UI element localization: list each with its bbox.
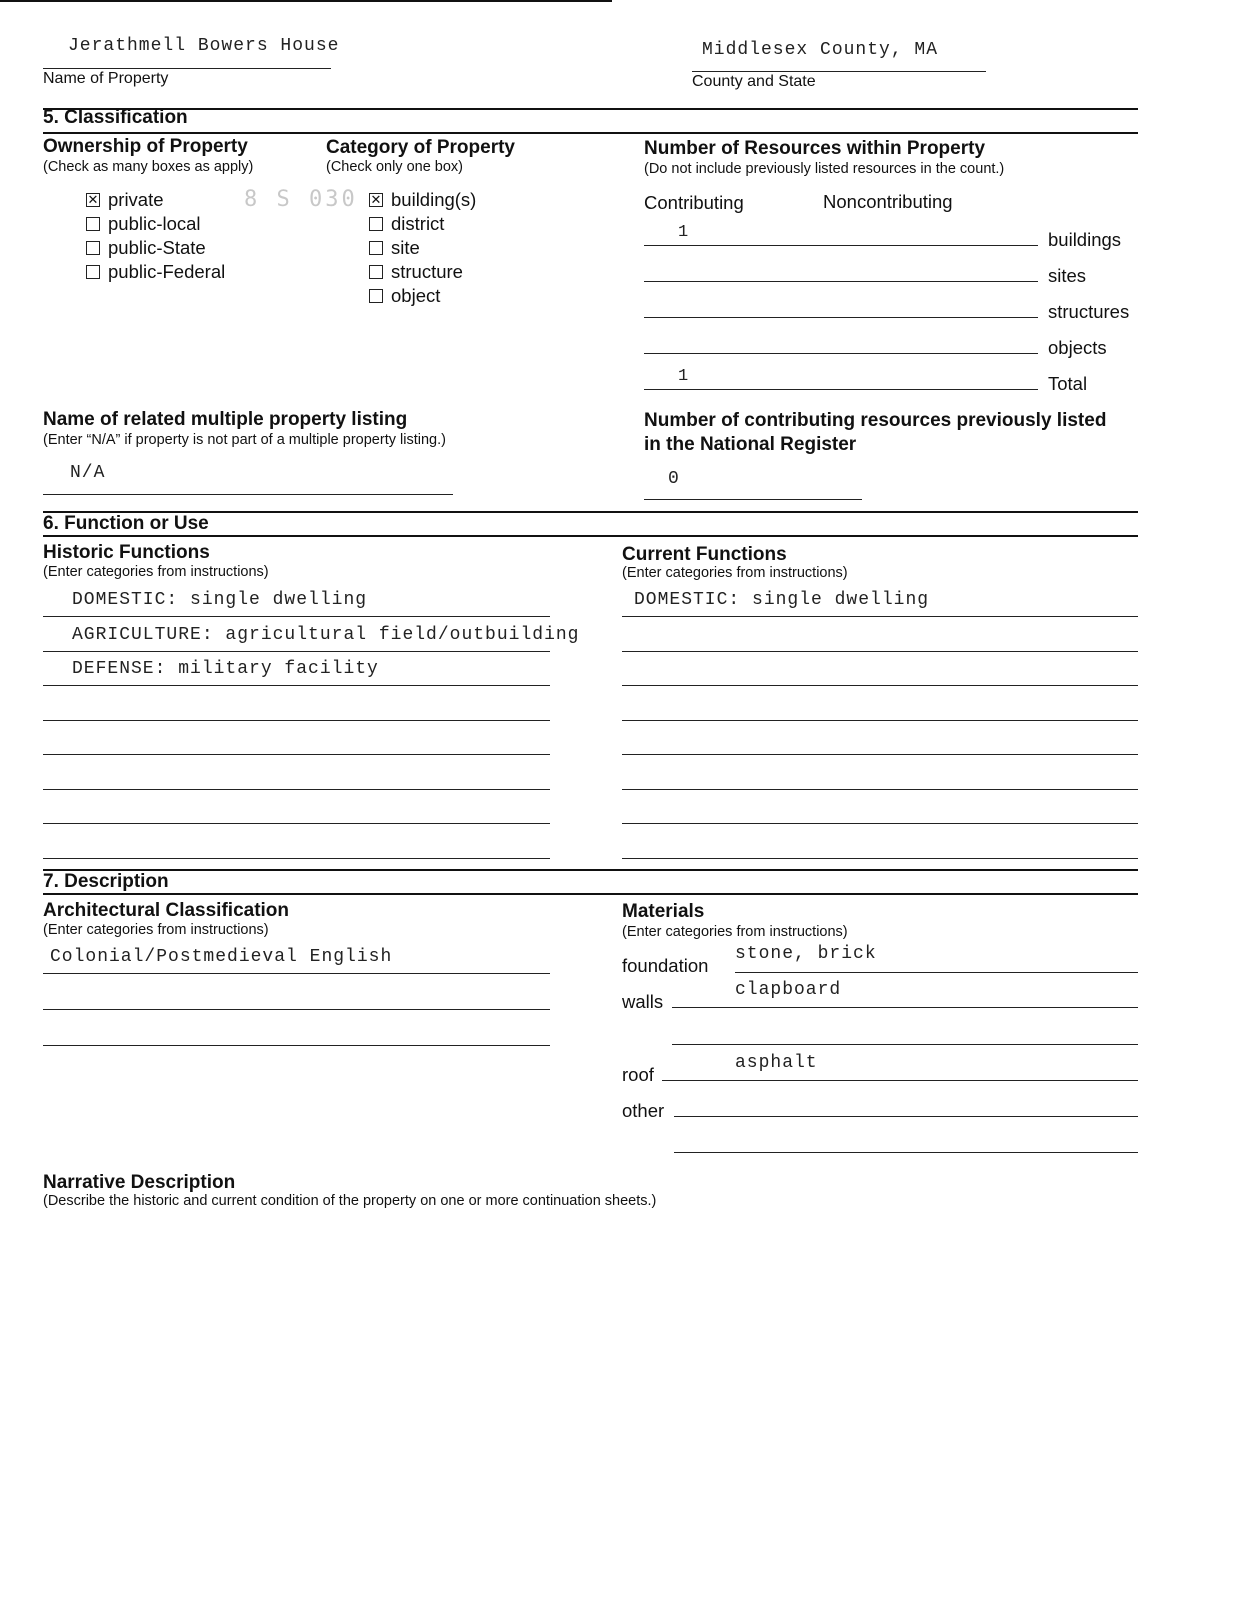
checkbox-icon[interactable] bbox=[369, 217, 383, 231]
current-function-line bbox=[622, 858, 1138, 859]
section5-top-rule bbox=[43, 108, 1138, 110]
narrative-heading: Narrative Description bbox=[43, 1172, 236, 1193]
category-note: (Check only one box) bbox=[326, 159, 464, 175]
historic-function-line bbox=[43, 754, 550, 755]
multiple-listing-line bbox=[43, 494, 453, 495]
resource-line bbox=[644, 281, 1038, 282]
section7-bottom-rule bbox=[43, 893, 1138, 895]
architectural-classification-note: (Enter categories from instructions) bbox=[43, 922, 269, 938]
checkbox-icon[interactable] bbox=[369, 289, 383, 303]
previously-listed-heading-1: Number of contributing resources previously listed bbox=[644, 410, 1107, 431]
historic-function-line bbox=[43, 823, 550, 824]
foundation-label: foundation bbox=[622, 955, 709, 976]
property-name-label: Name of Property bbox=[43, 70, 169, 87]
top-border bbox=[0, 0, 612, 2]
county-state-label: County and State bbox=[692, 73, 816, 90]
resource-label: Total bbox=[1048, 373, 1088, 394]
category-option-label: object bbox=[391, 285, 441, 306]
category-option[interactable] bbox=[369, 189, 476, 211]
category-option-label: structure bbox=[391, 261, 463, 282]
historic-function-entry: DEFENSE: military facility bbox=[72, 659, 379, 679]
section6-title: 6. Function or Use bbox=[43, 513, 209, 534]
materials-note: (Enter categories from instructions) bbox=[622, 924, 848, 940]
resources-heading: Number of Resources within Property bbox=[644, 138, 986, 159]
current-function-line bbox=[622, 754, 1138, 755]
noncontributing-column-header: Noncontributing bbox=[823, 191, 953, 212]
property-name-value: Jerathmell Bowers House bbox=[68, 36, 340, 56]
narrative-note: (Describe the historic and current condition of the property on one or more continuation sheets.) bbox=[43, 1193, 657, 1209]
current-function-line bbox=[622, 789, 1138, 790]
checkbox-icon[interactable] bbox=[86, 217, 100, 231]
ownership-option-label: public-local bbox=[108, 213, 201, 234]
other-line-2 bbox=[674, 1152, 1138, 1153]
section7-title: 7. Description bbox=[43, 871, 169, 892]
historic-function-line bbox=[43, 720, 550, 721]
checkbox-icon[interactable]: ✕ bbox=[370, 192, 382, 208]
historic-functions-note: (Enter categories from instructions) bbox=[43, 564, 269, 580]
architectural-classification-line bbox=[43, 1009, 550, 1010]
current-function-line bbox=[622, 823, 1138, 824]
checkbox-icon[interactable] bbox=[369, 265, 383, 279]
contributing-column-header: Contributing bbox=[644, 192, 744, 213]
walls-line bbox=[672, 1007, 1138, 1008]
foundation-value: stone, brick bbox=[735, 944, 877, 964]
historic-function-line bbox=[43, 616, 550, 617]
property-name-line bbox=[43, 68, 331, 69]
resource-line bbox=[644, 353, 1038, 354]
category-option[interactable] bbox=[369, 285, 440, 307]
resource-contributing-count: 1 bbox=[678, 223, 690, 242]
architectural-classification-line bbox=[43, 973, 550, 974]
ownership-note: (Check as many boxes as apply) bbox=[43, 159, 254, 175]
category-option[interactable] bbox=[369, 237, 420, 259]
resource-line bbox=[644, 317, 1038, 318]
resource-label: sites bbox=[1048, 265, 1087, 286]
previously-listed-line bbox=[644, 499, 862, 500]
resource-contributing-count: 1 bbox=[678, 367, 690, 386]
resource-label: structures bbox=[1048, 301, 1130, 322]
historic-function-line bbox=[43, 789, 550, 790]
current-function-line bbox=[622, 651, 1138, 652]
historic-function-line bbox=[43, 651, 550, 652]
materials-heading: Materials bbox=[622, 901, 705, 922]
ownership-option[interactable] bbox=[86, 237, 206, 259]
architectural-classification-heading: Architectural Classification bbox=[43, 900, 290, 921]
checkbox-icon[interactable] bbox=[86, 265, 100, 279]
ownership-option-label: public-State bbox=[108, 237, 206, 258]
section7-top-rule bbox=[43, 869, 1138, 871]
section5-title: 5. Classification bbox=[43, 107, 188, 128]
section5-bottom-rule bbox=[43, 132, 1138, 134]
current-function-entry: DOMESTIC: single dwelling bbox=[634, 590, 930, 610]
historic-function-line bbox=[43, 685, 550, 686]
resource-line bbox=[644, 389, 1038, 390]
roof-label: roof bbox=[622, 1064, 654, 1085]
checkbox-icon[interactable] bbox=[369, 241, 383, 255]
checkbox-icon[interactable]: ✕ bbox=[87, 192, 99, 208]
received-stamp: 8 S 030 bbox=[244, 187, 358, 212]
current-functions-note: (Enter categories from instructions) bbox=[622, 565, 848, 581]
historic-function-entry: DOMESTIC: single dwelling bbox=[72, 590, 368, 610]
resource-label: objects bbox=[1048, 337, 1107, 358]
historic-function-line bbox=[43, 858, 550, 859]
current-function-line bbox=[622, 685, 1138, 686]
ownership-option-label: private bbox=[108, 189, 164, 210]
previously-listed-heading-2: in the National Register bbox=[644, 434, 857, 455]
previously-listed-value: 0 bbox=[668, 469, 680, 489]
foundation-line bbox=[735, 972, 1138, 973]
ownership-option[interactable] bbox=[86, 213, 201, 235]
roof-line bbox=[662, 1080, 1138, 1081]
current-function-line bbox=[622, 616, 1138, 617]
current-functions-heading: Current Functions bbox=[622, 544, 787, 565]
current-function-line bbox=[622, 720, 1138, 721]
architectural-classification-line bbox=[43, 1045, 550, 1046]
historic-function-entry: AGRICULTURE: agricultural field/outbuilding bbox=[72, 624, 580, 645]
county-state-line bbox=[692, 71, 986, 72]
category-option[interactable] bbox=[369, 261, 463, 283]
category-option-label: district bbox=[391, 213, 445, 234]
walls-label: walls bbox=[622, 991, 664, 1012]
multiple-listing-note: (Enter “N/A” if property is not part of a multiple property listing.) bbox=[43, 432, 446, 448]
resource-label: buildings bbox=[1048, 229, 1122, 250]
category-heading: Category of Property bbox=[326, 137, 515, 158]
category-option[interactable] bbox=[369, 213, 444, 235]
other-label: other bbox=[622, 1100, 665, 1121]
multiple-listing-heading: Name of related multiple property listing bbox=[43, 409, 408, 430]
roof-value: asphalt bbox=[735, 1053, 818, 1073]
county-state-value: Middlesex County, MA bbox=[702, 40, 939, 60]
category-option-label: site bbox=[391, 237, 420, 258]
walls-value: clapboard bbox=[735, 980, 842, 1000]
architectural-classification-entry: Colonial/Postmedieval English bbox=[50, 947, 393, 967]
section6-bottom-rule bbox=[43, 535, 1138, 537]
ownership-option[interactable] bbox=[86, 261, 225, 283]
category-option-label: building(s) bbox=[391, 189, 477, 210]
ownership-option-label: public-Federal bbox=[108, 261, 226, 282]
ownership-option[interactable] bbox=[86, 189, 164, 211]
multiple-listing-value: N/A bbox=[70, 463, 106, 483]
walls-line-2 bbox=[672, 1044, 1138, 1045]
ownership-heading: Ownership of Property bbox=[43, 136, 248, 157]
resource-line bbox=[644, 245, 1038, 246]
historic-functions-heading: Historic Functions bbox=[43, 542, 210, 563]
other-line bbox=[674, 1116, 1138, 1117]
checkbox-icon[interactable] bbox=[86, 241, 100, 255]
resources-note: (Do not include previously listed resources in the count.) bbox=[644, 161, 1005, 177]
